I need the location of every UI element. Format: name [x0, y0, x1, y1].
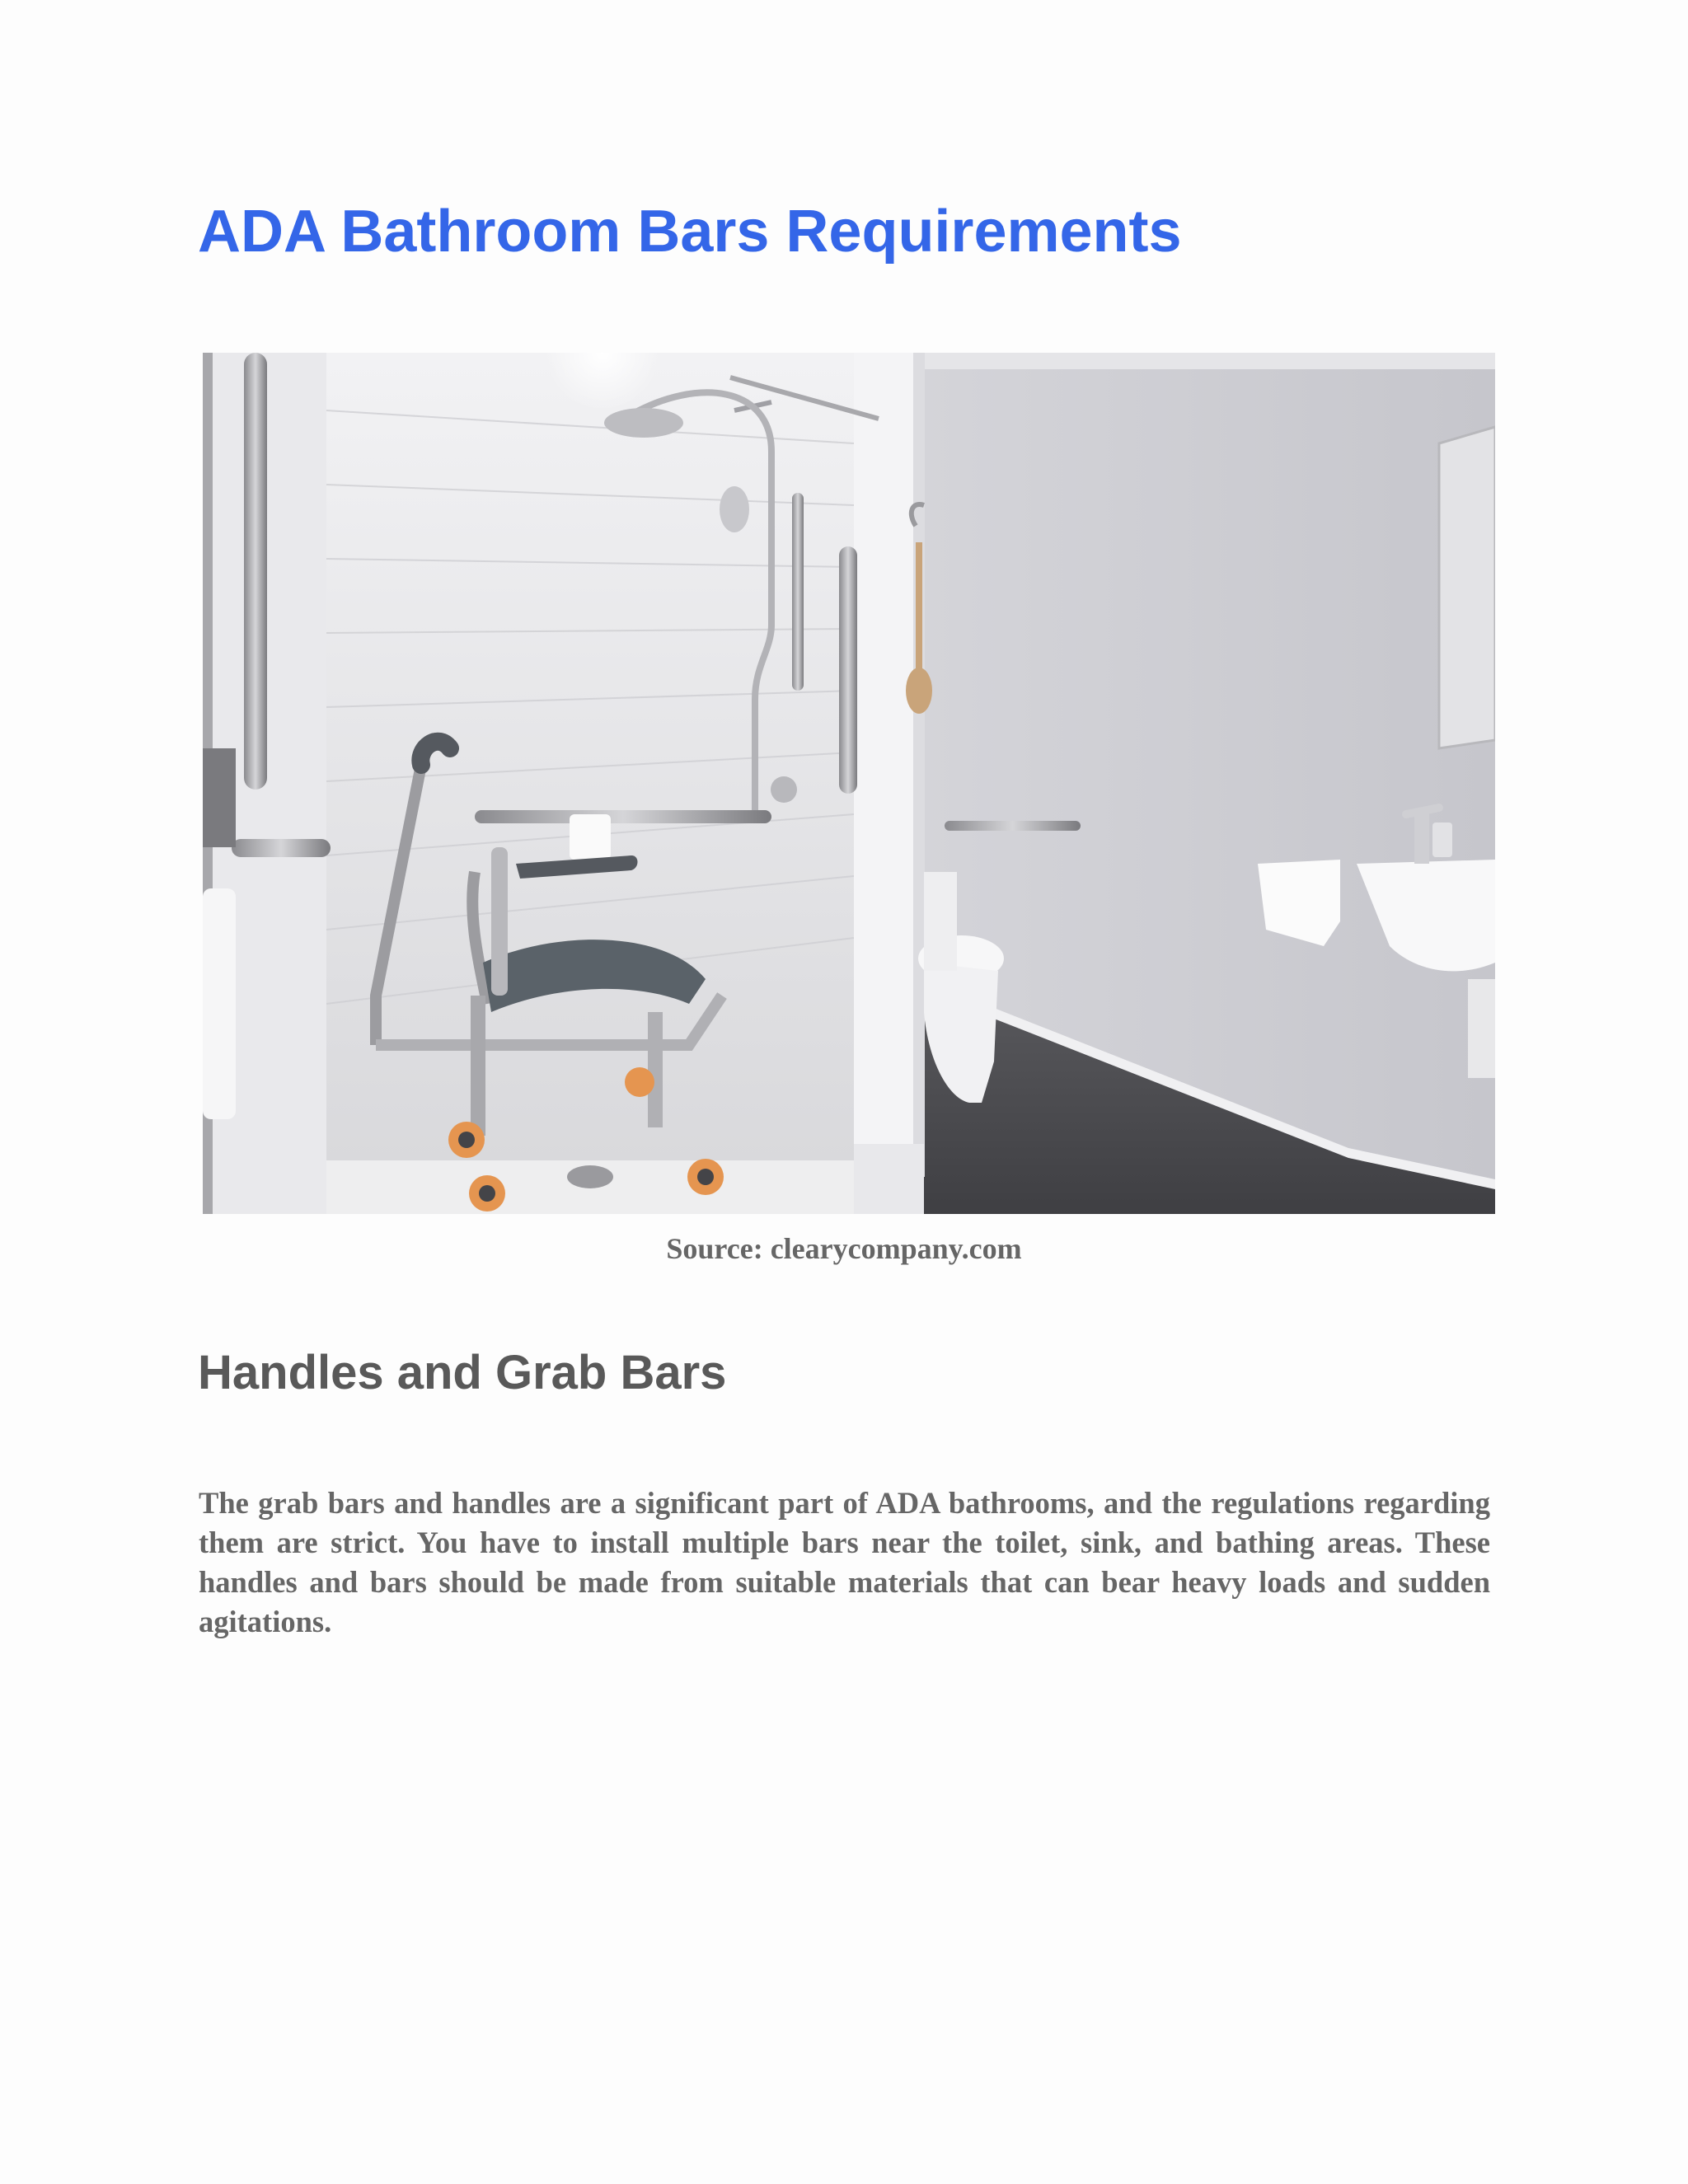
bathroom-photo-illustration	[203, 353, 1495, 1214]
hanging-towel	[570, 814, 611, 860]
shower-valve	[771, 776, 797, 803]
slide-bar	[792, 493, 804, 691]
drain-icon	[567, 1165, 613, 1188]
page-title: ADA Bathroom Bars Requirements	[198, 199, 1182, 265]
toilet-grab-bar	[945, 821, 1081, 831]
folded-towels	[203, 888, 236, 1119]
section-heading: Handles and Grab Bars	[198, 1346, 727, 1399]
shower-vertical-grab-bar	[839, 546, 857, 794]
shower-horizontal-grab-bar	[475, 810, 771, 823]
rain-shower-head	[604, 408, 683, 438]
body-paragraph: The grab bars and handles are a significant part of ADA bathrooms, and the regulations regarding them are strict. You have to install multiple bars near the toilet, sink, and bathing areas. These handles and bars should be made from suitable materials that can bear heavy loads and sudden agitations.	[199, 1486, 1490, 1638]
bathroom-photo	[203, 353, 1495, 1214]
figure-caption: Source: clearycompany.com	[666, 1232, 1022, 1265]
towel-bar	[232, 839, 331, 857]
mirror	[1439, 427, 1495, 748]
handheld-shower-head	[720, 486, 749, 532]
vertical-grab-bar	[244, 353, 267, 790]
